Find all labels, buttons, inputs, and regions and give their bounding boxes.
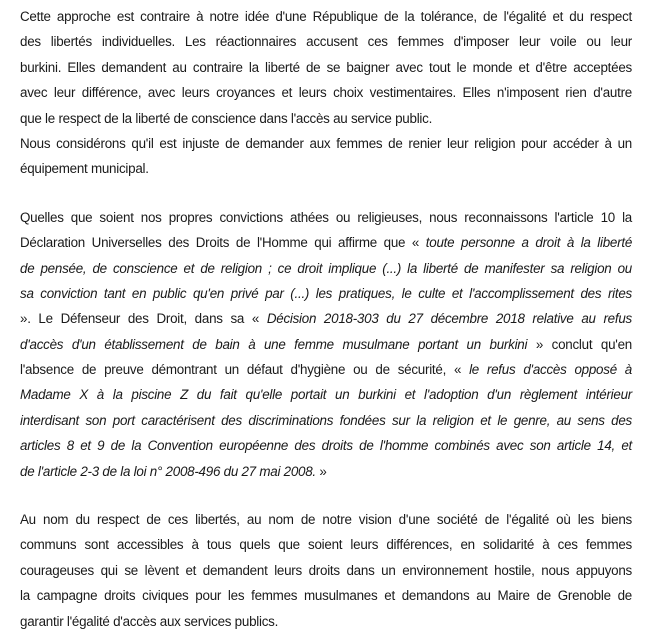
text-line: [20, 433, 632, 458]
text-segment: Cette approche est contraire à notre idée d'une République de la tolérance, de l'égalité et du respect: [20, 9, 632, 24]
text-line: [20, 382, 632, 407]
text-line: [20, 408, 632, 433]
quote-italic: interdisant son port caractérisent des discriminations fondées sur la religion et le genre, au sens des: [20, 412, 632, 428]
text-segment: des libertés individuelles. Les réactionnaires accusent ces femmes d'imposer leur voile ou leur: [20, 34, 632, 50]
quote-italic: de pensée, de conscience et de religion ; ce droit implique (...) la liberté de manifester sa religion ou: [20, 260, 632, 276]
text-line: [20, 80, 632, 105]
paragraph-spacer: [20, 484, 632, 507]
text-line: [20, 205, 632, 230]
text-line: [20, 459, 632, 484]
text-line: [20, 609, 632, 634]
quote-italic: articles 8 et 9 de la Convention européenne des droits de l'homme combinés avec son article 14, et: [20, 438, 632, 454]
quote-italic: de l'article 2-3 de la loi n° 2008-496 du 27 mai 2008.: [20, 463, 316, 479]
document-body: [20, 4, 632, 634]
paragraph-spacer: [20, 182, 632, 205]
quote-italic: toute personne a droit à la liberté: [425, 235, 633, 251]
text-line: [20, 131, 632, 156]
text-segment: équipement municipal.: [20, 161, 149, 177]
text-line: [20, 156, 632, 181]
text-line: [20, 29, 632, 54]
text-segment: l'absence de preuve démontrant un défaut d'hygiène ou de sécurité, «: [20, 362, 470, 378]
text-segment: communs sont accessibles à tous quels que soient leurs différences, en solidarité à ces femmes: [20, 537, 632, 553]
paragraph-republic-tolerance: [20, 4, 632, 131]
paragraph-unjust-demand: [20, 131, 632, 182]
text-segment: avec leur différence, avec leurs croyances et leurs choix vestimentaires. Elles n'imposent rien d'autre: [20, 85, 632, 101]
text-line: [20, 583, 632, 608]
text-line: [20, 306, 632, 331]
text-segment: Au nom du respect de ces libertés, au nom de notre vision d'une société de l'égalité où les biens: [20, 512, 632, 528]
text-line: [20, 230, 632, 255]
text-segment: courageuses qui se lèvent et demandent leurs droits dans un environnement hostile, nous appuyons: [20, 562, 632, 578]
text-segment: burkini. Elles demandent au contraire la liberté de se baigner avec tout le monde et d'être acceptées: [20, 59, 632, 75]
quote-italic: Décision 2018-303 du 27 décembre 2018 relative au refus: [266, 311, 632, 327]
text-segment: » conclut qu'en: [527, 336, 632, 352]
text-line: [20, 507, 632, 532]
quote-italic: le refus d'accès opposé à: [469, 362, 633, 378]
text-segment: garantir l'égalité d'accès aux services publics.: [20, 613, 279, 629]
text-segment: la campagne droits civiques pour les femmes musulmanes et demandons au Maire de Grenoble de: [20, 588, 632, 604]
quote-italic: d'accès d'un établissement de bain à une femme musulmane portant un burkini: [20, 336, 528, 352]
text-line: [20, 106, 632, 131]
quote-italic: Madame X à la piscine Z du fait qu'elle portait un burkini et l'adoption d'un règlement intérieur: [20, 387, 632, 403]
text-line: [20, 256, 632, 281]
text-segment: ». Le Défenseur des Droit, dans sa «: [20, 311, 267, 327]
text-segment: Déclaration Universelles des Droits de l'Homme qui affirme que «: [20, 235, 426, 251]
text-line: [20, 281, 632, 306]
text-line: [20, 332, 632, 357]
text-line: [20, 532, 632, 557]
quote-italic: sa conviction tant en public qu'en privé par (...) les pratiques, le culte et l'accomplissement des rites: [20, 285, 632, 301]
paragraph-human-rights-declaration: [20, 205, 632, 484]
text-segment: »: [315, 463, 327, 479]
text-segment: Quelles que soient nos propres convictions athées ou religieuses, nous reconnaissons l'article 10 la: [20, 209, 632, 225]
text-line: [20, 357, 632, 382]
paragraph-call-to-mayor: [20, 507, 632, 634]
text-line: [20, 4, 632, 29]
text-segment: Nous considérons qu'il est injuste de demander aux femmes de renier leur religion pour accéder à un: [20, 135, 632, 151]
text-segment: que le respect de la liberté de conscience dans l'accès au service public.: [20, 110, 433, 126]
text-line: [20, 558, 632, 583]
text-line: [20, 55, 632, 80]
